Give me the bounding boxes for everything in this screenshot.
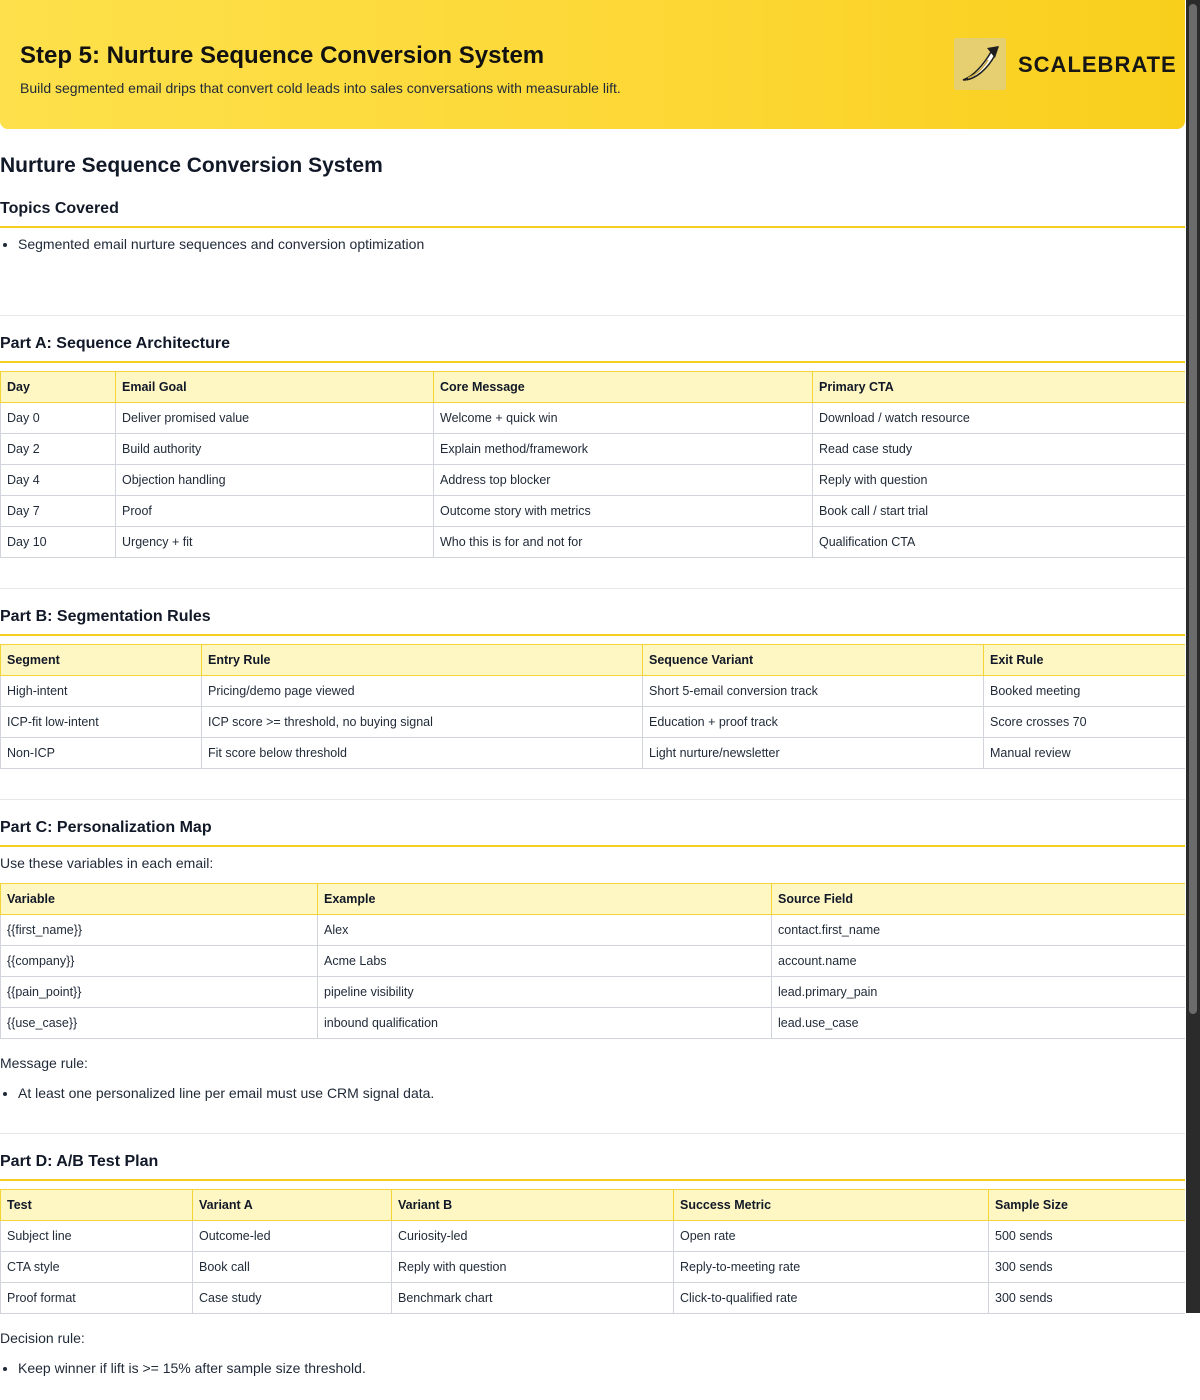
column-header: Sequence Variant (643, 645, 984, 676)
table-cell: inbound qualification (318, 1008, 772, 1039)
table-cell: Click-to-qualified rate (674, 1283, 989, 1314)
list-item: • Keep winner if lift is >= 15% after sample size threshold. (18, 1358, 1185, 1378)
table-cell: Manual review (984, 738, 1186, 769)
column-header: Source Field (772, 884, 1186, 915)
table-cell: {{first_name}} (1, 915, 318, 946)
section-heading: Part B: Segmentation Rules (0, 606, 1185, 636)
table-cell: Deliver promised value (116, 403, 434, 434)
table-row (1, 403, 1186, 434)
table-cell: 500 sends (989, 1221, 1186, 1252)
table-cell: Curiosity-led (392, 1221, 674, 1252)
table-row (1, 676, 1186, 707)
table-cell: Book call (193, 1252, 392, 1283)
table-row (1, 946, 1186, 977)
table-cell: Proof format (1, 1283, 193, 1314)
section-heading: Part C: Personalization Map (0, 817, 1185, 847)
intro-text: Use these variables in each email: (0, 855, 214, 871)
table-cell: Outcome story with metrics (434, 496, 813, 527)
table-row (1, 1252, 1186, 1283)
table-header-row (1, 1190, 1186, 1221)
table-cell: Booked meeting (984, 676, 1186, 707)
rule-list (0, 1358, 1185, 1378)
column-header: Variable (1, 884, 318, 915)
part-c-section (0, 817, 1185, 1134)
table-cell: Objection handling (116, 465, 434, 496)
sequence-architecture-table (0, 371, 1185, 558)
table-cell: Benchmark chart (392, 1283, 674, 1314)
table-cell: Education + proof track (643, 707, 984, 738)
column-header: Sample Size (989, 1190, 1186, 1221)
table-row (1, 915, 1186, 946)
table-cell: ICP score >= threshold, no buying signal (202, 707, 643, 738)
column-header: Primary CTA (813, 372, 1186, 403)
table-cell: Qualification CTA (813, 527, 1186, 558)
table-cell: Welcome + quick win (434, 403, 813, 434)
table-row (1, 465, 1186, 496)
table-cell: Day 0 (1, 403, 116, 434)
table-cell: Explain method/framework (434, 434, 813, 465)
table-cell: Fit score below threshold (202, 738, 643, 769)
column-header: Exit Rule (984, 645, 1186, 676)
table-row (1, 496, 1186, 527)
column-header: Variant A (193, 1190, 392, 1221)
table-header-row (1, 645, 1186, 676)
table-cell: Pricing/demo page viewed (202, 676, 643, 707)
table-cell: Alex (318, 915, 772, 946)
page-header-title: Step 5: Nurture Sequence Conversion System (20, 42, 545, 69)
column-header: Success Metric (674, 1190, 989, 1221)
table-header-row (1, 372, 1186, 403)
table-row (1, 707, 1186, 738)
table-cell: 300 sends (989, 1283, 1186, 1314)
table-cell: Day 2 (1, 434, 116, 465)
table-cell: Reply-to-meeting rate (674, 1252, 989, 1283)
table-cell: lead.use_case (772, 1008, 1186, 1039)
table-cell: Acme Labs (318, 946, 772, 977)
rule-label: Message rule: (0, 1055, 88, 1071)
table-cell: Read case study (813, 434, 1186, 465)
table-row (1, 527, 1186, 558)
table-cell: Build authority (116, 434, 434, 465)
main-content (0, 150, 1185, 1400)
section-heading: Part A: Sequence Architecture (0, 333, 1185, 363)
vertical-scrollbar[interactable] (1186, 0, 1200, 1313)
header-banner (0, 0, 1185, 129)
table-cell: lead.primary_pain (772, 977, 1186, 1008)
column-header: Entry Rule (202, 645, 643, 676)
table-cell: Reply with question (392, 1252, 674, 1283)
table-cell: Download / watch resource (813, 403, 1186, 434)
table-cell: Subject line (1, 1221, 193, 1252)
page-title: Nurture Sequence Conversion System (0, 154, 383, 177)
column-header: Variant B (392, 1190, 674, 1221)
list-item: • Segmented email nurture sequences and conversion optimization (18, 234, 1185, 254)
table-row (1, 434, 1186, 465)
table-cell: Day 10 (1, 527, 116, 558)
topics-list (0, 234, 1185, 254)
table-cell: 300 sends (989, 1252, 1186, 1283)
column-header: Segment (1, 645, 202, 676)
part-b-section (0, 606, 1185, 800)
column-header: Email Goal (116, 372, 434, 403)
column-header: Example (318, 884, 772, 915)
table-cell: Day 4 (1, 465, 116, 496)
table-row (1, 1008, 1186, 1039)
table-cell: pipeline visibility (318, 977, 772, 1008)
topics-section (0, 198, 1185, 316)
table-cell: Reply with question (813, 465, 1186, 496)
table-cell: Urgency + fit (116, 527, 434, 558)
table-cell: Book call / start trial (813, 496, 1186, 527)
table-cell: account.name (772, 946, 1186, 977)
table-cell: Who this is for and not for (434, 527, 813, 558)
brand-name: SCALEBRATE (1018, 52, 1177, 77)
part-d-section (0, 1151, 1185, 1400)
table-header-row (1, 884, 1186, 915)
table-row (1, 1283, 1186, 1314)
rising-arrow-icon (954, 38, 1006, 90)
column-header: Day (1, 372, 116, 403)
table-cell: Outcome-led (193, 1221, 392, 1252)
column-header: Test (1, 1190, 193, 1221)
table-cell: {{use_case}} (1, 1008, 318, 1039)
personalization-map-table (0, 883, 1185, 1039)
column-header: Core Message (434, 372, 813, 403)
scrollbar-thumb[interactable] (1189, 4, 1197, 1014)
table-row (1, 1221, 1186, 1252)
rule-label: Decision rule: (0, 1330, 85, 1346)
table-cell: Day 7 (1, 496, 116, 527)
table-row (1, 738, 1186, 769)
list-item: • At least one personalized line per email must use CRM signal data. (18, 1083, 1185, 1103)
table-cell: Non-ICP (1, 738, 202, 769)
page-header-subtitle: Build segmented email drips that convert cold leads into sales conversations with measurable lift. (20, 80, 621, 96)
table-cell: {{company}} (1, 946, 318, 977)
table-cell: ICP-fit low-intent (1, 707, 202, 738)
table-cell: Case study (193, 1283, 392, 1314)
table-cell: Proof (116, 496, 434, 527)
table-cell: Light nurture/newsletter (643, 738, 984, 769)
table-cell: Address top blocker (434, 465, 813, 496)
table-cell: Open rate (674, 1221, 989, 1252)
table-cell: CTA style (1, 1252, 193, 1283)
table-cell: High-intent (1, 676, 202, 707)
table-cell: contact.first_name (772, 915, 1186, 946)
section-heading: Topics Covered (0, 198, 1185, 228)
table-cell: Short 5-email conversion track (643, 676, 984, 707)
segmentation-rules-table (0, 644, 1185, 769)
ab-test-plan-table (0, 1189, 1185, 1314)
part-a-section (0, 333, 1185, 589)
table-cell: Score crosses 70 (984, 707, 1186, 738)
table-cell: {{pain_point}} (1, 977, 318, 1008)
table-row (1, 977, 1186, 1008)
section-heading: Part D: A/B Test Plan (0, 1151, 1185, 1181)
rule-list (0, 1083, 1185, 1103)
